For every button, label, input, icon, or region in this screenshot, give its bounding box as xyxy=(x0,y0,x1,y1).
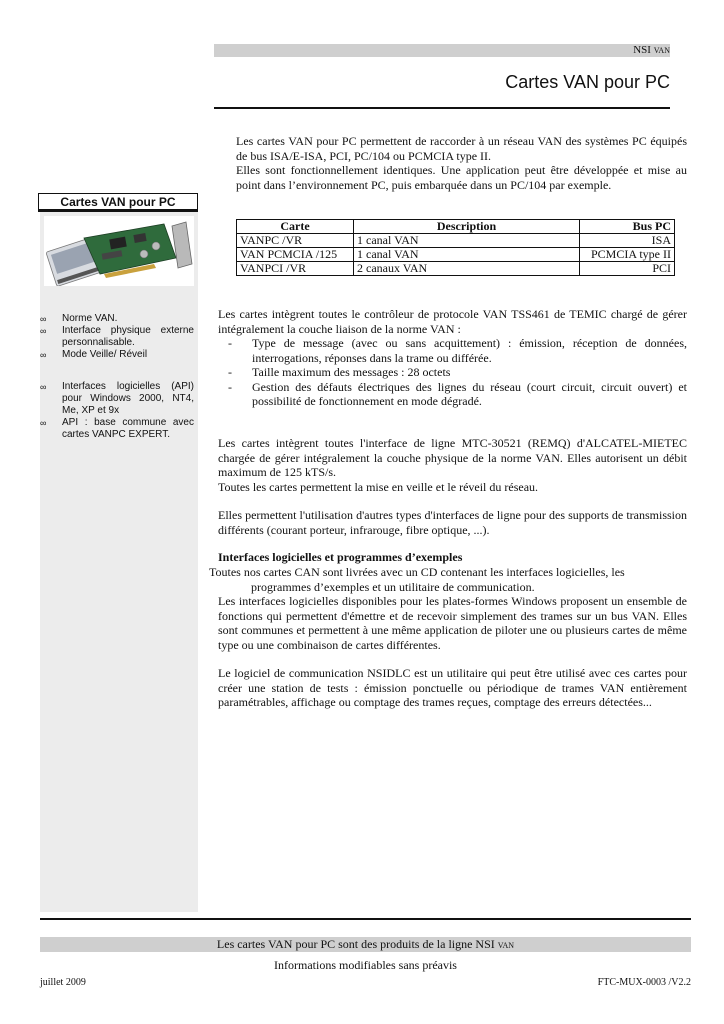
sidebar xyxy=(40,200,198,912)
footer-divider xyxy=(40,918,691,920)
brand: NSI xyxy=(633,44,651,56)
infinity-bullet-icon: ∞ xyxy=(40,418,47,428)
table-cell: 1 canal VAN xyxy=(354,248,580,262)
dash-bullet: - xyxy=(228,336,232,350)
infinity-bullet-icon: ∞ xyxy=(40,382,47,392)
sidebar-title: Cartes VAN pour PC xyxy=(38,193,198,212)
column-header: Bus PC xyxy=(580,220,675,234)
pci-card-image xyxy=(44,216,194,286)
product-photo xyxy=(44,216,194,286)
cd-paragraph xyxy=(209,565,687,594)
controller-paragraph: Les cartes intègrent toutes le contrôleur de protocole VAN TSS461 de TEMIC chargé de gérer intégralement la couche liaison de la norme VAN : xyxy=(218,307,687,336)
footer-bar xyxy=(40,937,691,952)
line-interface-paragraph: Les cartes intègrent toutes l'interface de ligne MTC-30521 (REMQ) d'ALCATEL-MIETEC chargée de gérer intégralement la couche physique de la norme VAN. Elles autorisent un débit maximum de 125 kTS/s. xyxy=(218,436,687,479)
column-header: Description xyxy=(354,220,580,234)
feature-item: ∞ Interface physique externe personnalisable. xyxy=(40,325,194,348)
dash-bullet: - xyxy=(228,379,232,394)
header-bar xyxy=(214,44,670,57)
intro-paragraph-1: Les cartes VAN pour PC permettent de raccorder à un réseau VAN des systèmes PC équipés de bus ISA/E-ISA, PCI, PC/104 ou PCMCIA type II. xyxy=(236,134,687,163)
controller-section xyxy=(218,307,687,409)
cd-line-1: Toutes nos cartes CAN sont livrées avec un CD contenant les interfaces logicielles, les xyxy=(209,565,625,579)
header-divider xyxy=(214,107,670,109)
column-header: Carte xyxy=(237,220,354,234)
cd-line-2: programmes d’exemples et un utilitaire de communication. xyxy=(251,579,535,594)
infinity-bullet-icon: ∞ xyxy=(40,314,47,324)
table-cell: PCMCIA type II xyxy=(580,248,675,262)
media-paragraph: Elles permettent l'utilisation d'autres types d'interfaces de ligne pour des supports de transmission différents (courant porteur, infrarouge, fibre optique, ...). xyxy=(218,508,687,537)
infinity-bullet-icon: ∞ xyxy=(40,350,47,360)
infinity-bullet-icon: ∞ xyxy=(40,326,47,336)
line-interface-section xyxy=(218,436,687,494)
table-cell: PCI xyxy=(580,262,675,276)
list-item: - Taille maximum des messages : 28 octets xyxy=(228,365,451,379)
nsidlc-paragraph: Le logiciel de communication NSIDLC est un utilitaire qui peut être utilisé avec ces cartes pour créer une station de tests : émission ponctuelle ou périodique de trames VAN entièrement paramétrables, affichage ou comptage des trames reçues, comptage des erreurs détectées... xyxy=(218,666,687,709)
table-row xyxy=(237,248,675,262)
intro-section xyxy=(236,134,687,192)
footer-line: Les cartes VAN pour PC sont des produits de la ligne NSI xyxy=(216,937,495,951)
feature-item: ∞ API : base commune avec cartes VANPC EXPERT. xyxy=(40,417,194,440)
table-cell: 1 canal VAN xyxy=(354,234,580,248)
footer-reference: FTC-MUX-0003 /V2.2 xyxy=(597,977,691,988)
table-row xyxy=(237,234,675,248)
table-cell: 2 canaux VAN xyxy=(354,262,580,276)
feature-item: ∞ Mode Veille/ Réveil xyxy=(40,349,148,360)
api-paragraph: Les interfaces logicielles disponibles pour les plates-formes Windows proposent un ensemble de fonctions qui permettent d'émettre et de recevoir simplement des trames sur un bus VAN. Elles sont communes et permettent à une même application de piloter une ou plusieurs cartes de même type ou une combinaison de cartes différentes. xyxy=(218,594,687,652)
list-item: - Gestion des défauts électriques des lignes du réseau (court circuit, circuit ouvert) et possibilité de fonctionnement en mode dégradé. xyxy=(228,379,687,408)
page-title: Cartes VAN pour PC xyxy=(505,72,670,92)
list-item: - Type de message (avec ou sans acquittement) : émission, réception de données, interrogations, réponses dans la trame ou différée. xyxy=(228,336,687,365)
table-header-row xyxy=(237,220,675,234)
table-cell: VAN PCMCIA /125 xyxy=(237,248,354,262)
table-cell: ISA xyxy=(580,234,675,248)
cards-table xyxy=(236,219,675,276)
sleep-paragraph: Toutes les cartes permettent la mise en veille et le réveil du réseau. xyxy=(218,479,539,494)
feature-item: ∞ Norme VAN. xyxy=(40,313,118,324)
feature-list xyxy=(40,313,198,453)
table-cell: VANPCI /VR xyxy=(237,262,354,276)
footer-date: juillet 2009 xyxy=(40,977,86,988)
feature-item: ∞ Interfaces logicielles (API) pour Windows 2000, NT4, Me, XP et 9x xyxy=(40,381,194,416)
table-cell: VANPC /VR xyxy=(237,234,354,248)
footer-line-suffix: VAN xyxy=(497,941,515,950)
brand-suffix: VAN xyxy=(653,46,670,55)
table-row xyxy=(237,262,675,276)
api-heading: Interfaces logicielles et programmes d’exemples xyxy=(218,550,463,564)
intro-paragraph-2: Elles sont fonctionnellement identiques. Une application peut être développée et mise au point dans l’environnement PC, puis embarquée dans un PC/104 par exemple. xyxy=(236,163,687,192)
dash-bullet: - xyxy=(228,365,232,379)
footer-notice: Informations modifiables sans préavis xyxy=(274,958,457,972)
